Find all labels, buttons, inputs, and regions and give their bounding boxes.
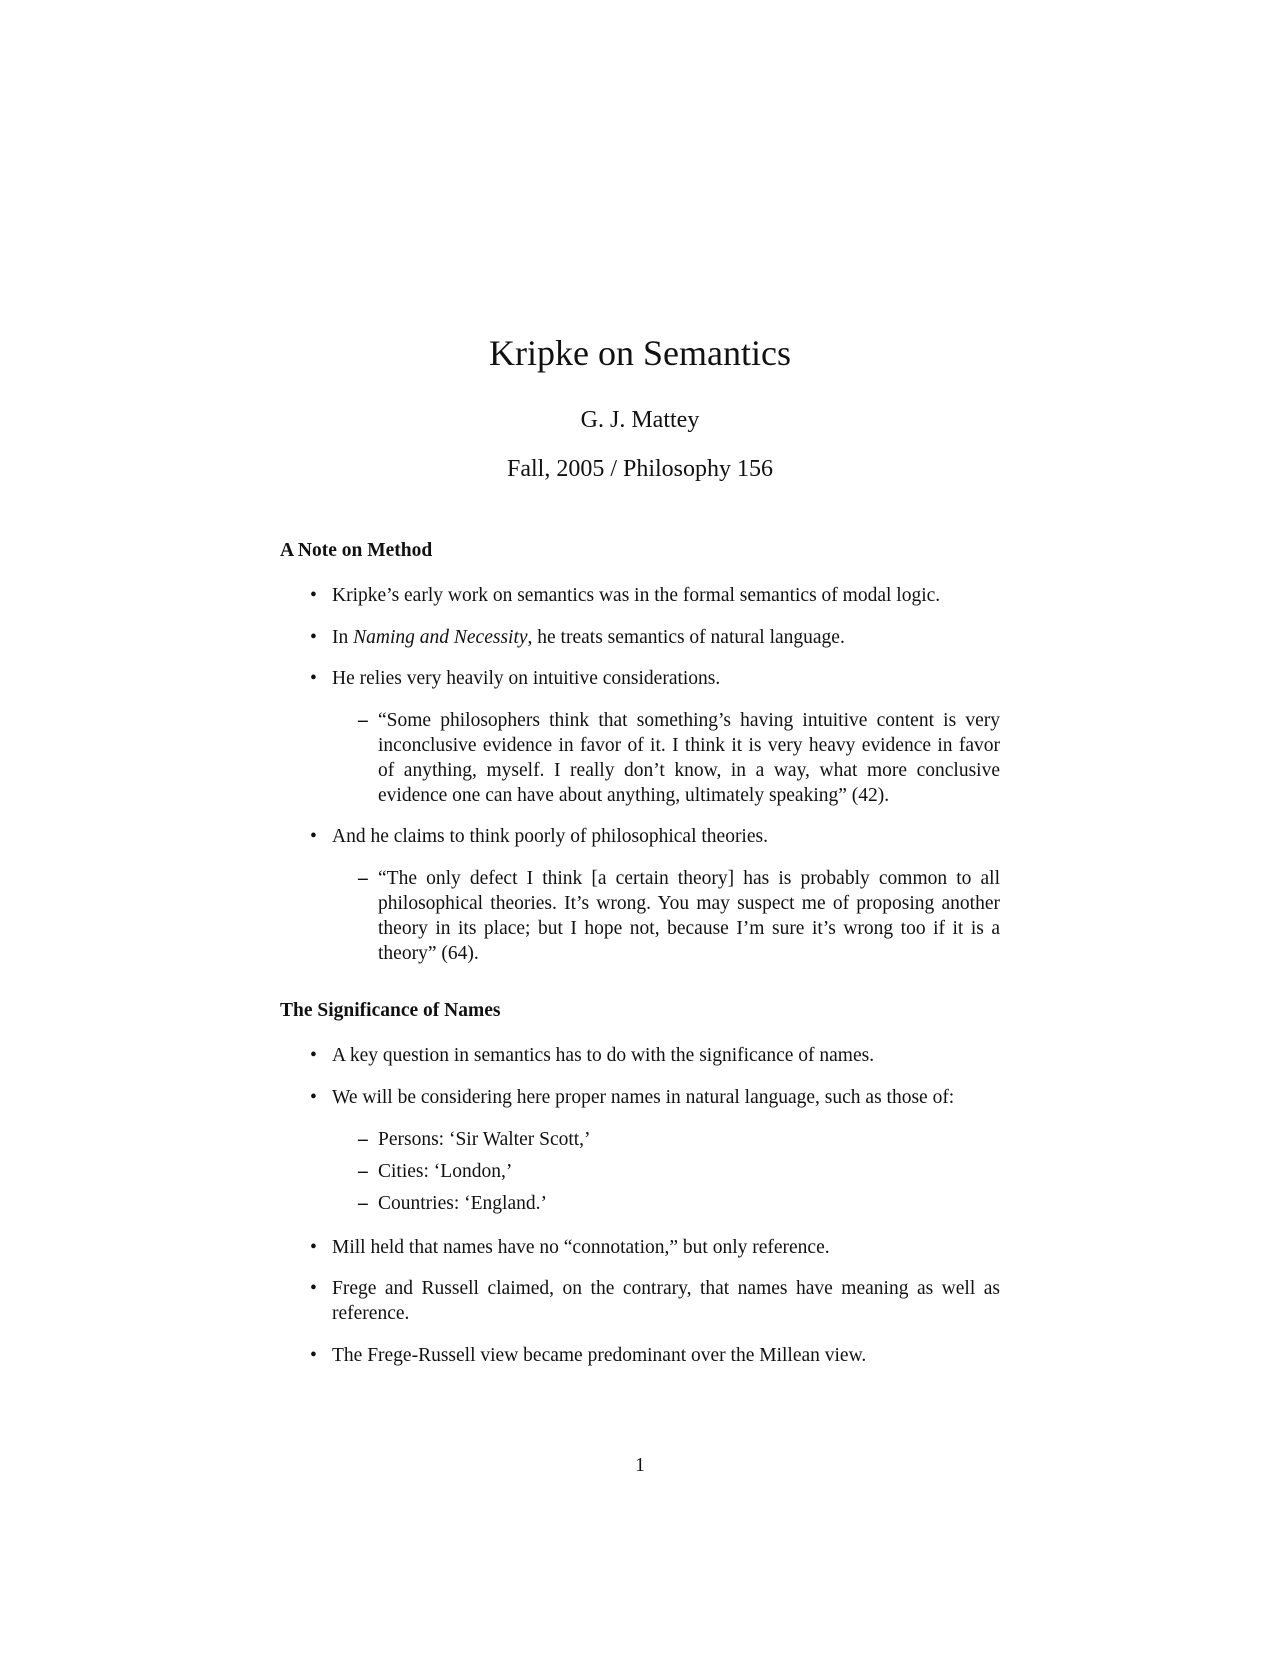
list-item: • Kripke’s early work on semantics was in the formal semantics of modal logic. [332, 583, 1000, 608]
sub-list-item: – Persons: ‘Sir Walter Scott,’ [378, 1127, 1000, 1152]
section-heading-names: The Significance of Names [280, 1000, 501, 1021]
document-dateline: Fall, 2005 / Philosophy 156 [506, 456, 774, 482]
list-item: • We will be considering here proper names in natural language, such as those of: [332, 1085, 1000, 1110]
sub-list-item: – Cities: ‘London,’ [378, 1159, 1000, 1184]
list-item [332, 625, 1000, 650]
quote-item: – “Some philosophers think that something’s having intuitive content is very inconclusive evidence in favor of it. I think it is very heavy evidence in favor of anything, myself. I really don’t know, in a way, what more conclusive evidence one can have about anything, ultimately speaking” (42). [378, 708, 1000, 808]
list-item-prefix: In [332, 627, 354, 648]
document-author: G. J. Mattey [580, 407, 700, 433]
sub-list-item: – Countries: ‘England.’ [378, 1191, 1000, 1216]
list-item: • Frege and Russell claimed, on the contrary, that names have meaning as well as reference. [332, 1276, 1000, 1326]
quote-item: – “The only defect I think [a certain theory] has is probably common to all philosophical theories. It’s wrong. You may suspect me of proposing another theory in its place; but I hope not, because I’m sure it’s wrong too if it is a theory” (64). [378, 866, 1000, 966]
list-item: • Mill held that names have no “connotation,” but only reference. [332, 1235, 1000, 1260]
list-item: • The Frege-Russell view became predominant over the Millean view. [332, 1343, 1000, 1368]
list-item: • And he claims to think poorly of philosophical theories. [332, 824, 1000, 849]
document-title: Kripke on Semantics [489, 333, 791, 373]
list-item: • A key question in semantics has to do with the significance of names. [332, 1043, 1000, 1068]
book-title: Naming and Necessity [353, 627, 528, 648]
page-number: 1 [635, 1455, 645, 1476]
section-heading-method: A Note on Method [280, 540, 433, 561]
list-item: • He relies very heavily on intuitive considerations. [332, 666, 1000, 691]
list-item-suffix: , he treats semantics of natural language. [527, 627, 845, 648]
